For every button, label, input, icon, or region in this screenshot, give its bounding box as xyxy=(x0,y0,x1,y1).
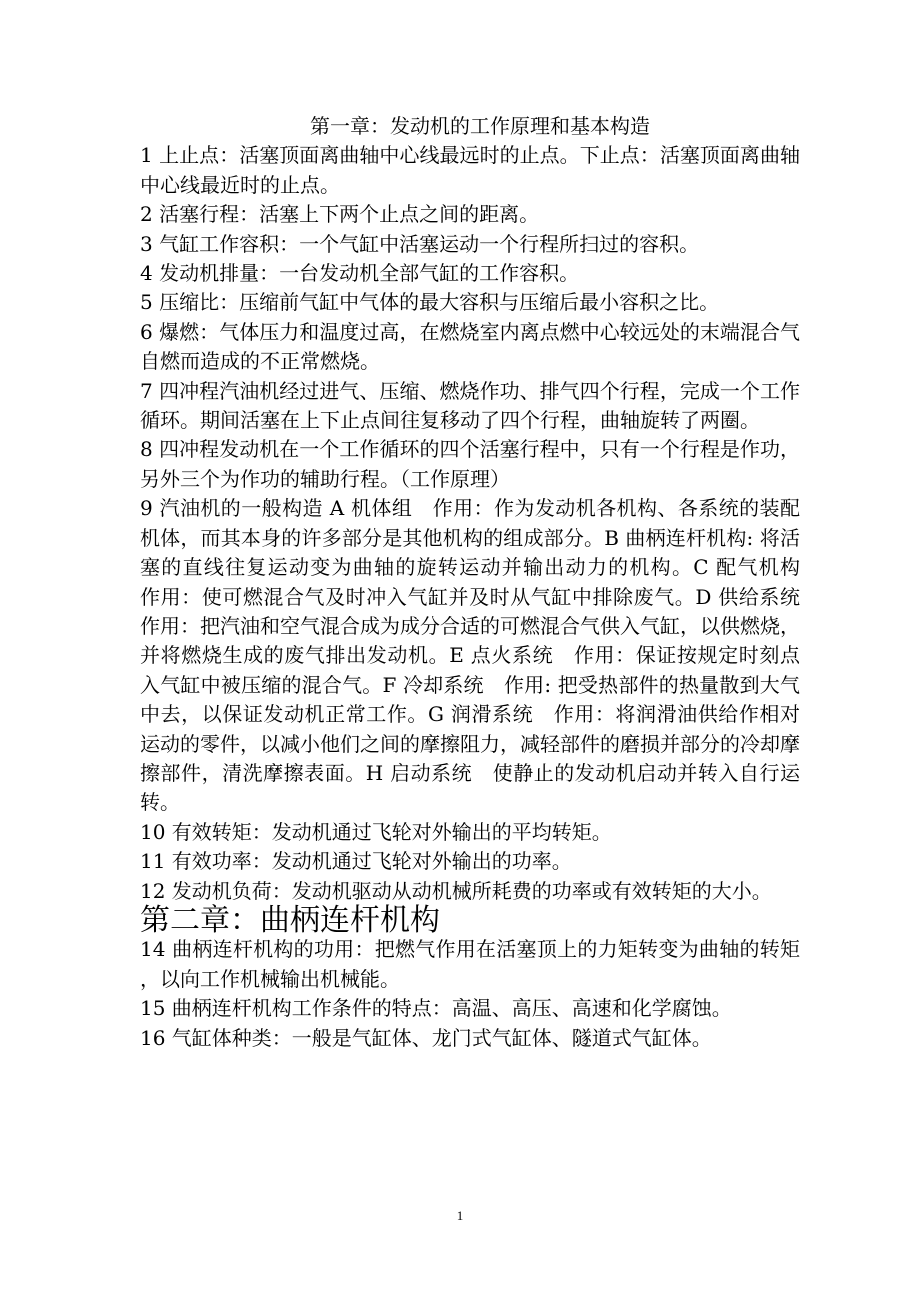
chapter-2-title: 第二章：曲柄连杆机构 xyxy=(140,902,440,938)
item-1-top-bottom-dead-center: 1 上止点：活塞顶面离曲轴中心线最远时的止点。下止点：活塞顶面离曲轴中心线最近时的止点。 xyxy=(140,143,800,197)
item-2-piston-stroke: 2 活塞行程：活塞上下两个止点之间的距离。 xyxy=(140,202,540,227)
chapter-1-title: 第一章：发动机的工作原理和基本构造 xyxy=(310,114,650,138)
item-14-crank-function: 14 曲柄连杆机构的功用：把燃气作用在活塞顶上的力矩转变为曲轴的转矩，以向工作机械输出机械能。 xyxy=(140,937,800,991)
item-11-effective-power: 11 有效功率：发动机通过飞轮对外输出的功率。 xyxy=(140,849,572,874)
item-7-four-stroke-cycle: 7 四冲程汽油机经过进气、压缩、燃烧作功、排气四个行程，完成一个工作循环。期间活塞在上下止点间往复移动了四个行程，曲轴旋转了两圈。 xyxy=(140,378,800,433)
item-16-cylinder-block-types: 16 气缸体种类：一般是气缸体、龙门式气缸体、隧道式气缸体。 xyxy=(140,1025,712,1050)
item-4-engine-displacement: 4 发动机排量：一台发动机全部气缸的工作容积。 xyxy=(140,261,580,286)
item-6-knock: 6 爆燃：气体压力和温度过高，在燃烧室内离点燃中心较远处的末端混合气自燃而造成的不正常燃烧。 xyxy=(140,319,800,374)
item-9-engine-structure: 9 汽油机的一般构造 A 机体组 作用：作为发动机各机构、各系统的装配机体，而其本身的许多部分是其他机构的组成部分。B 曲柄连杆机构: 将活塞的直线往复运动变为曲轴的旋转运动并输出动力的机构。C 配气机构 作用：使可燃混合气及时冲入气缸并及时从气缸中排除废气。D 供给系统 作用：把汽油和空气混合成为成分合适的可燃混合气供入气缸，以供燃烧，并将燃烧生成的废气排出发动机。E 点火系统 作用：保证按规定时刻点入气缸中被压缩的混合气。F 冷却系统 作用: 把受热部件的热量散到大气中去，以保证发动机正常工作。G 润滑系统 作用：将润滑油供给作相对运动的零件，以减小他们之间的摩擦阻力，减轻部件的磨损并部分的冷却摩擦部件，清洗摩擦表面。H 启动系统 使静止的发动机启动并转入自行运转。 xyxy=(140,496,820,815)
item-10-effective-torque: 10 有效转矩：发动机通过飞轮对外输出的平均转矩。 xyxy=(140,819,612,844)
item-5-compression-ratio: 5 压缩比：压缩前气缸中气体的最大容积与压缩后最小容积之比。 xyxy=(140,290,720,315)
item-3-cylinder-displacement: 3 气缸工作容积：一个气缸中活塞运动一个行程所扫过的容积。 xyxy=(140,231,700,256)
document-body xyxy=(140,112,820,1053)
item-8-working-principle: 8 四冲程发动机在一个工作循环的四个活塞行程中，只有一个行程是作功，另外三个为作功的辅助行程。（工作原理） xyxy=(140,437,800,491)
page-number: 1 xyxy=(456,1208,464,1223)
item-12-engine-load: 12 发动机负荷：发动机驱动从动机械所耗费的功率或有效转矩的大小。 xyxy=(140,878,772,903)
item-15-working-conditions: 15 曲柄连杆机构工作条件的特点：高温、高压、高速和化学腐蚀。 xyxy=(140,996,732,1021)
